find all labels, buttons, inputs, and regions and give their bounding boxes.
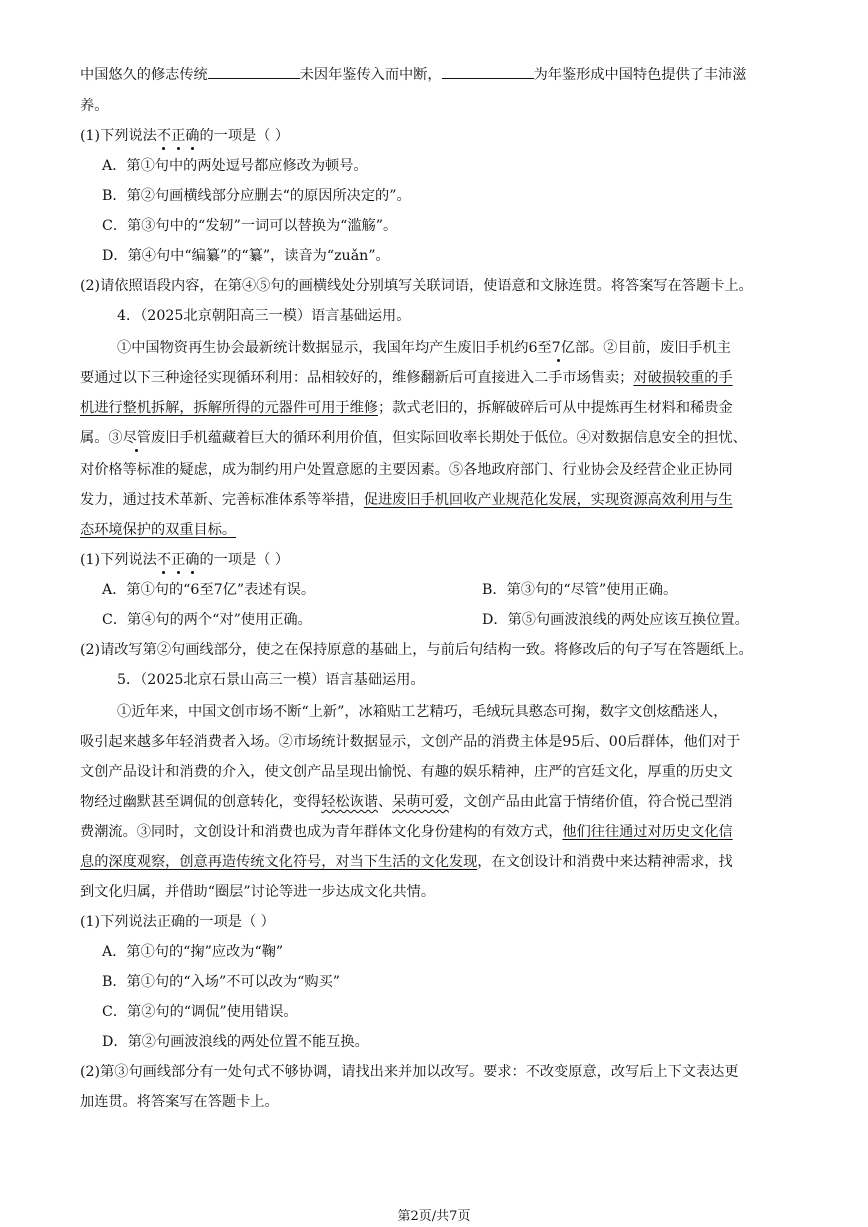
option-b: B．第②句画横线部分应删去“的原因所决定的”。 bbox=[102, 188, 411, 204]
emphasis-dot-char: 正 bbox=[171, 552, 186, 568]
passage-line: 物经过幽默甚至调侃的创意转化，变得轻松诙谐、呆萌可爱，文创产品由此富于情绪价值，符合悦己型消 bbox=[80, 794, 733, 810]
emphasis-dot-text: 尽管 bbox=[122, 430, 151, 446]
option-b: B．第③句的“尽管”使用正确。 bbox=[482, 582, 678, 598]
passage-line: 费潮流。③同时，文创设计和消费也成为青年群体文化身份建构的有效方式，他们往往通过对历史文化信 bbox=[80, 824, 733, 840]
option-b: B．第①句的“入场”不可以改为“购买” bbox=[102, 974, 341, 990]
question-4-title: 4．（2025北京朝阳高三一模）语言基础运用。 bbox=[117, 308, 411, 324]
question-3-2: (2)请依照语段内容，在第④⑤句的画横线处分别填写关联词语，使语意和文脉连贯。将答案写在答题卡上。 bbox=[80, 278, 753, 294]
option-c: C．第②句的“调侃”使用错误。 bbox=[102, 1004, 298, 1020]
option-a: A．第①句中的两处逗号都应修改为顿号。 bbox=[102, 158, 368, 174]
option-d: D．第⑤句画波浪线的两处应该互换位置。 bbox=[482, 612, 749, 628]
question-5-2-cont: 加连贯。将答案写在答题卡上。 bbox=[80, 1094, 279, 1110]
page-number: 第2页/共7页 bbox=[397, 1209, 471, 1224]
passage-line: 机进行整机拆解，拆解所得的元器件可用于维修；款式老旧的，拆解破碎后可从中提炼再生材料和稀贵金 bbox=[80, 400, 733, 416]
emphasis-dot-text: 6至7亿部 bbox=[528, 340, 590, 356]
wavy-underlined-text: 呆萌可爱 bbox=[392, 794, 449, 810]
option-row bbox=[102, 580, 678, 600]
fill-blank-4 bbox=[208, 64, 300, 79]
question-4-2: (2)请改写第②句画线部分，使之在保持原意的基础上，与前后句结构一致。将修改后的句子写在答题纸上。 bbox=[80, 642, 753, 658]
option-c: C．第④句的两个“对”使用正确。 bbox=[102, 612, 312, 628]
question-3-1: (1)下列说法不正确的一项是（ ） bbox=[80, 128, 290, 144]
passage-line: ①中国物资再生协会最新统计数据显示，我国年均产生废旧手机约6至7亿部。②目前，废旧手机主 bbox=[117, 340, 731, 356]
wavy-underlined-text: 轻松诙谐 bbox=[321, 794, 378, 810]
emphasis-dot-char: 确 bbox=[185, 128, 200, 144]
passage-line: 吸引起来越多年轻消费者入场。②市场统计数据显示，文创产品的消费主体是95后、00后群体，他们对于 bbox=[80, 734, 741, 750]
option-a: A．第①句的“掬”应改为“鞠” bbox=[102, 944, 284, 960]
passage-line: 属。③尽管废旧手机蕴藏着巨大的循环利用价值，但实际回收率长期处于低位。④对数据信息安全的担忧、 bbox=[80, 430, 747, 446]
text: 未因年鉴传入而中断， bbox=[299, 67, 442, 83]
underlined-text: 态环境保护的双重目标。 bbox=[80, 522, 237, 538]
underlined-text: 对破损较重的手 bbox=[633, 370, 733, 386]
option-d: D．第②句画波浪线的两处位置不能互换。 bbox=[102, 1034, 369, 1050]
passage-line: 养。 bbox=[80, 98, 109, 114]
question-5-title: 5．（2025北京石景山高三一模）语言基础运用。 bbox=[117, 672, 425, 688]
passage-line: ①近年来，中国文创市场不断“上新”，冰箱贴工艺精巧，毛绒玩具憨态可掬，数字文创炫酷迷人， bbox=[117, 704, 728, 720]
passage-line: 对价格等标准的疑虑，成为制约用户处置意愿的主要因素。⑤各地政府部门、行业协会及经营企业正协同 bbox=[80, 462, 733, 478]
passage-line: 文创产品设计和消费的介入，使文创产品呈现出愉悦、有趣的娱乐精神，庄严的宫廷文化，厚重的历史文 bbox=[80, 764, 733, 780]
option-row bbox=[102, 610, 749, 630]
underlined-text: 他们往往通过对历史文化信 bbox=[562, 824, 733, 840]
passage-line: 要通过以下三种途径实现循环利用：品相较好的，维修翻新后可直接进入二手市场售卖；对破损较重的手 bbox=[80, 370, 733, 386]
text: 中国悠久的修志传统 bbox=[80, 67, 208, 83]
emphasis-dot-char: 不 bbox=[156, 128, 172, 144]
emphasis-dot-char: 确 bbox=[185, 552, 200, 568]
passage-line bbox=[80, 520, 236, 540]
option-d: D．第④句中“编纂”的“纂”，读音为“zuǎn”。 bbox=[102, 248, 390, 264]
emphasis-dot-char: 正 bbox=[171, 128, 186, 144]
text: 为年鉴形成中国特色提供了丰沛滋 bbox=[533, 67, 747, 83]
option-a: A．第①句的“6至7亿”表述有误。 bbox=[102, 582, 316, 598]
option-c: C．第③句中的“发轫”一词可以替换为“滥觞”。 bbox=[102, 218, 398, 234]
emphasis-dot-char: 不 bbox=[156, 552, 172, 568]
question-5-1: (1)下列说法正确的一项是（ ） bbox=[80, 914, 275, 930]
underlined-text: 促进废旧手机回收产业规范化发展，实现资源高效利用与生 bbox=[363, 492, 733, 508]
passage-line: 发力，通过技术革新、完善标准体系等举措，促进废旧手机回收产业规范化发展，实现资源高效利用与生 bbox=[80, 492, 733, 508]
passage-line bbox=[80, 64, 746, 85]
underlined-text: 息的深度观察，创意再造传统文化符号，对当下生活的文化发现 bbox=[80, 854, 478, 870]
question-4-1: (1)下列说法不正确的一项是（ ） bbox=[80, 552, 290, 568]
passage-line: 到文化归属，并借助“圈层”讨论等进一步达成文化共情。 bbox=[80, 884, 436, 900]
question-5-2: (2)第③句画线部分有一处句式不够协调，请找出来并加以改写。要求：不改变原意，改写后上下文表达更 bbox=[80, 1064, 739, 1080]
fill-blank-5 bbox=[442, 64, 534, 79]
passage-line: 息的深度观察，创意再造传统文化符号，对当下生活的文化发现，在文创设计和消费中来达精神需求，找 bbox=[80, 854, 733, 870]
underlined-text: 机进行整机拆解，拆解所得的元器件可用于维修 bbox=[80, 400, 378, 416]
